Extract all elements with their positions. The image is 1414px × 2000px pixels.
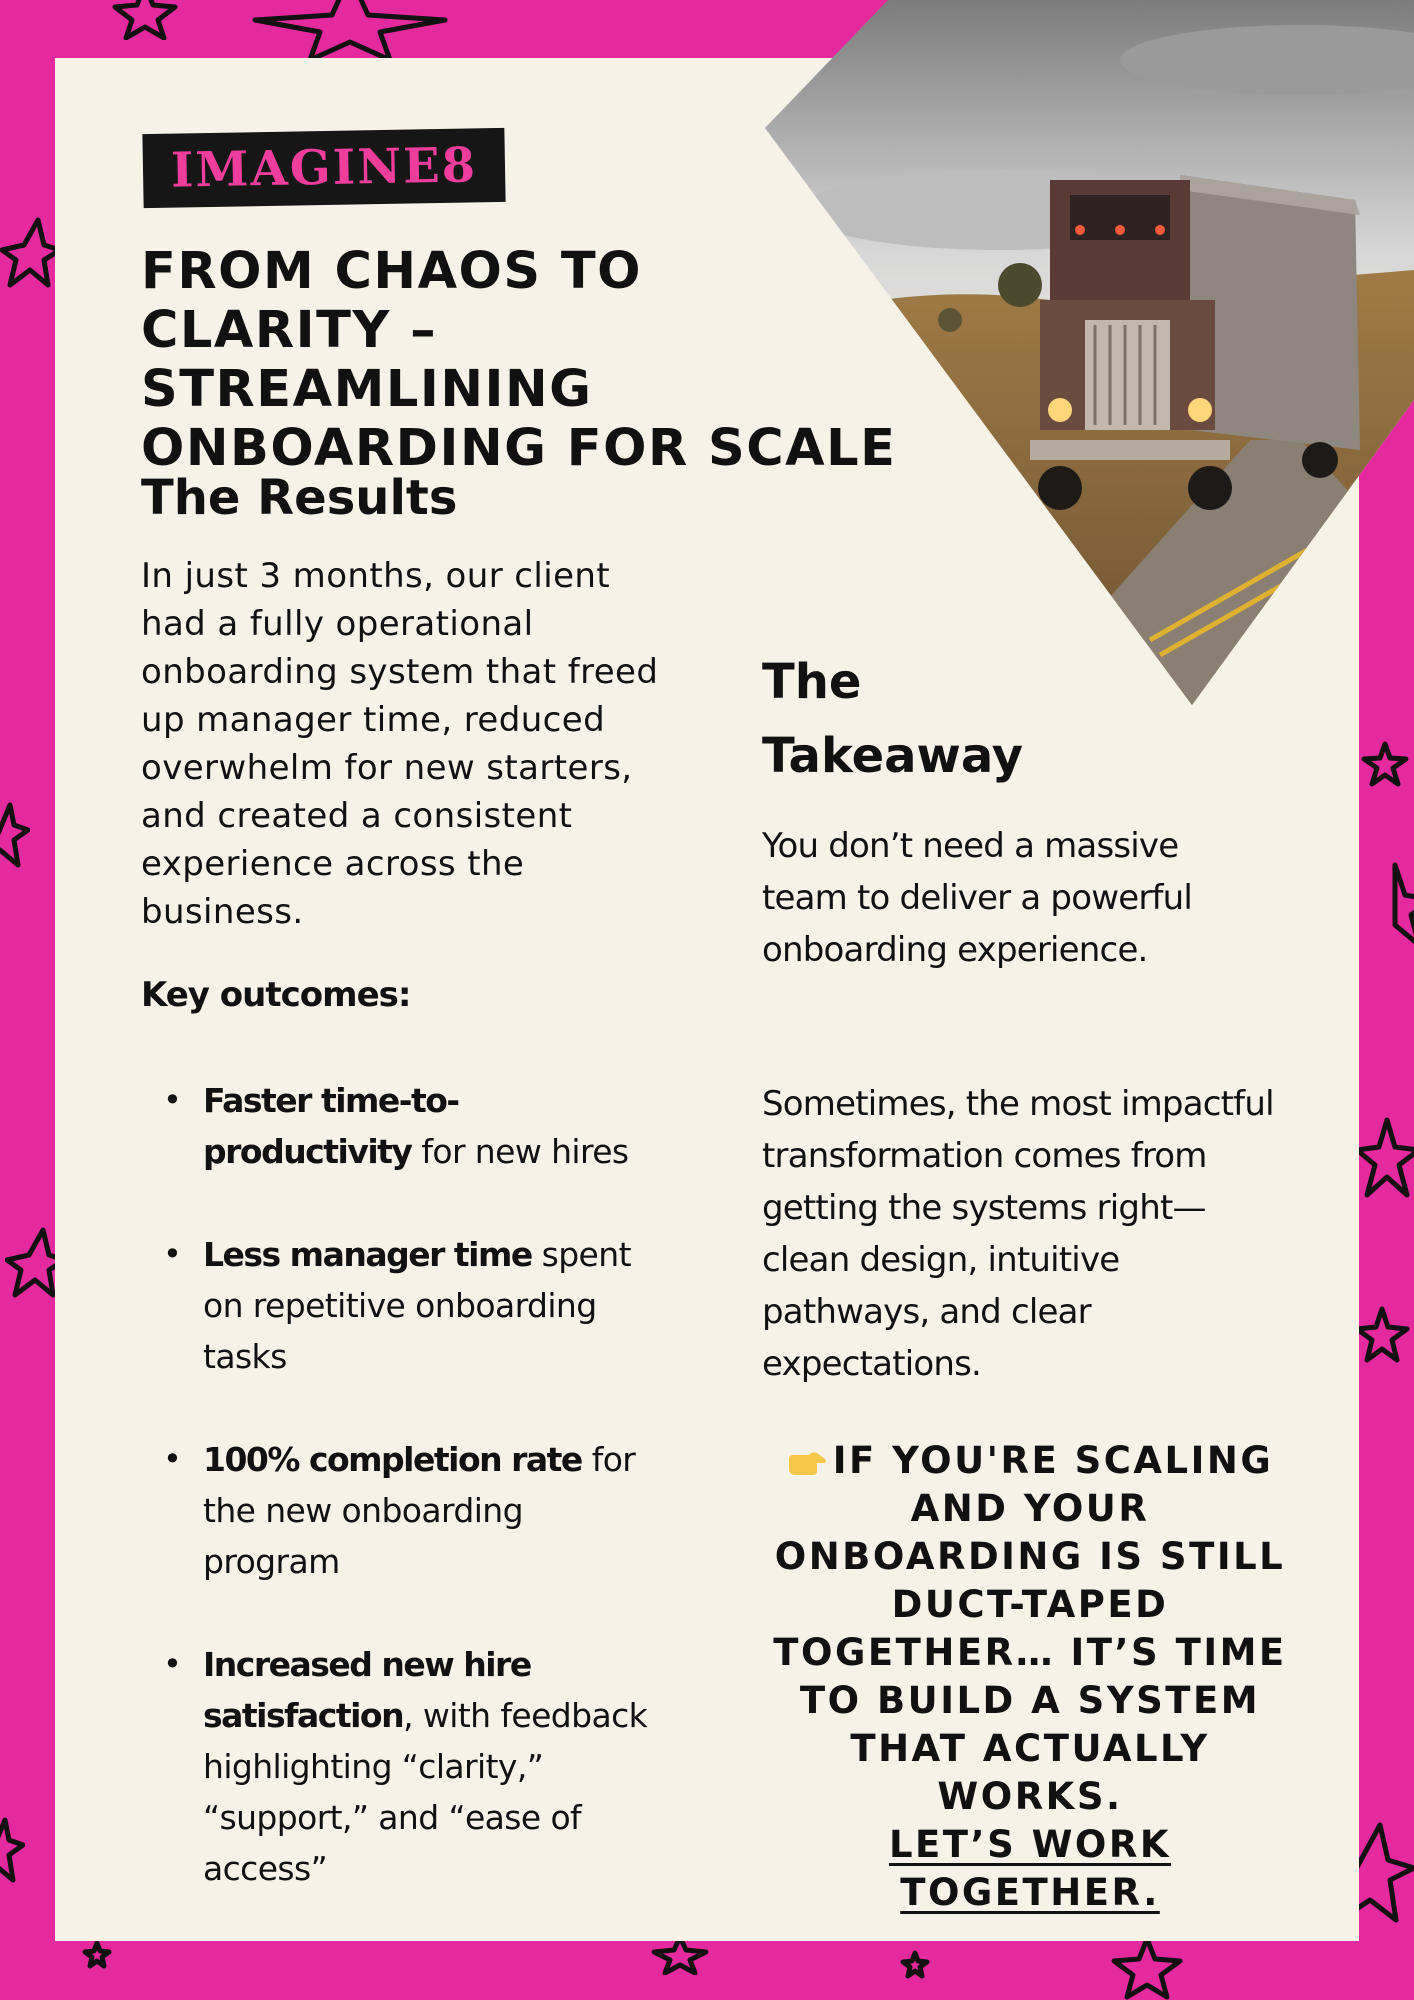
- bullet-icon: •: [163, 1081, 182, 1119]
- outcomes-list: [141, 1075, 661, 1946]
- work-together-link[interactable]: LET’S WORK TOGETHER.: [888, 1823, 1172, 1914]
- outcome-text: for the new onboarding program: [203, 1440, 636, 1581]
- star-decoration-icon: [1355, 1305, 1410, 1365]
- star-decoration-icon: [1110, 1935, 1185, 2000]
- star-decoration-icon: [900, 1950, 930, 1980]
- outcome-bold: Increased new hire satisfaction: [203, 1645, 531, 1735]
- outcome-text: spent on repetitive onboarding tasks: [203, 1235, 631, 1376]
- star-decoration-icon: [1360, 740, 1410, 790]
- outcome-text: for new hires: [411, 1132, 629, 1171]
- outcome-bold: Less manager time: [203, 1235, 532, 1274]
- results-heading: The Results: [141, 470, 458, 526]
- bullet-icon: •: [163, 1440, 182, 1478]
- star-decoration-icon: [1375, 860, 1414, 950]
- list-item: [141, 1229, 661, 1382]
- star-decoration-icon: [82, 1940, 112, 1970]
- star-decoration-icon: [0, 1815, 25, 1885]
- logo-text: IMAGINE8: [170, 137, 478, 199]
- cta-text: IF YOU'RE SCALING AND YOUR ONBOARDING IS STILL DUCT-TAPED TOGETHER… IT’S TIME TO BUILD A SYSTEM THAT ACTUALLY WORKS.: [773, 1439, 1287, 1818]
- bullet-icon: •: [163, 1645, 182, 1683]
- brand-logo: [142, 128, 505, 208]
- list-item: [141, 1639, 661, 1894]
- page-title: FROM CHAOS TO CLARITY – STREAMLINING ONBOARDING FOR SCALE: [141, 242, 897, 478]
- star-decoration-icon: [1355, 1115, 1414, 1200]
- pointing-hand-icon: [787, 1449, 827, 1477]
- outcome-text: , with feedback highlighting “clarity,” “support,” and “ease of access”: [203, 1696, 648, 1888]
- takeaway-heading-line2: Takeaway: [762, 728, 1024, 784]
- bullet-icon: •: [163, 1235, 182, 1273]
- list-item: [141, 1434, 661, 1587]
- results-paragraph: In just 3 months, our client had a fully operational onboarding system that freed up manager time, reduced overwhelm for new starters, and created a consistent experience across the business.: [141, 556, 659, 932]
- call-to-action: [755, 1437, 1305, 1917]
- key-outcomes-label: Key outcomes:: [141, 975, 411, 1015]
- outcome-bold: Faster time-to-productivity: [203, 1081, 459, 1171]
- takeaway-paragraph-1: You don’t need a massive team to deliver a powerful onboarding experience.: [762, 826, 1193, 970]
- takeaway-paragraph-2: Sometimes, the most impactful transformation comes from getting the systems right—clean design, intuitive pathways, and clear expectations.: [762, 1084, 1274, 1384]
- takeaway-heading: [762, 645, 1023, 793]
- takeaway-heading-line1: The: [762, 654, 862, 710]
- outcome-bold: 100% completion rate: [203, 1440, 582, 1479]
- star-decoration-icon: [0, 800, 30, 870]
- list-item: [141, 1075, 661, 1177]
